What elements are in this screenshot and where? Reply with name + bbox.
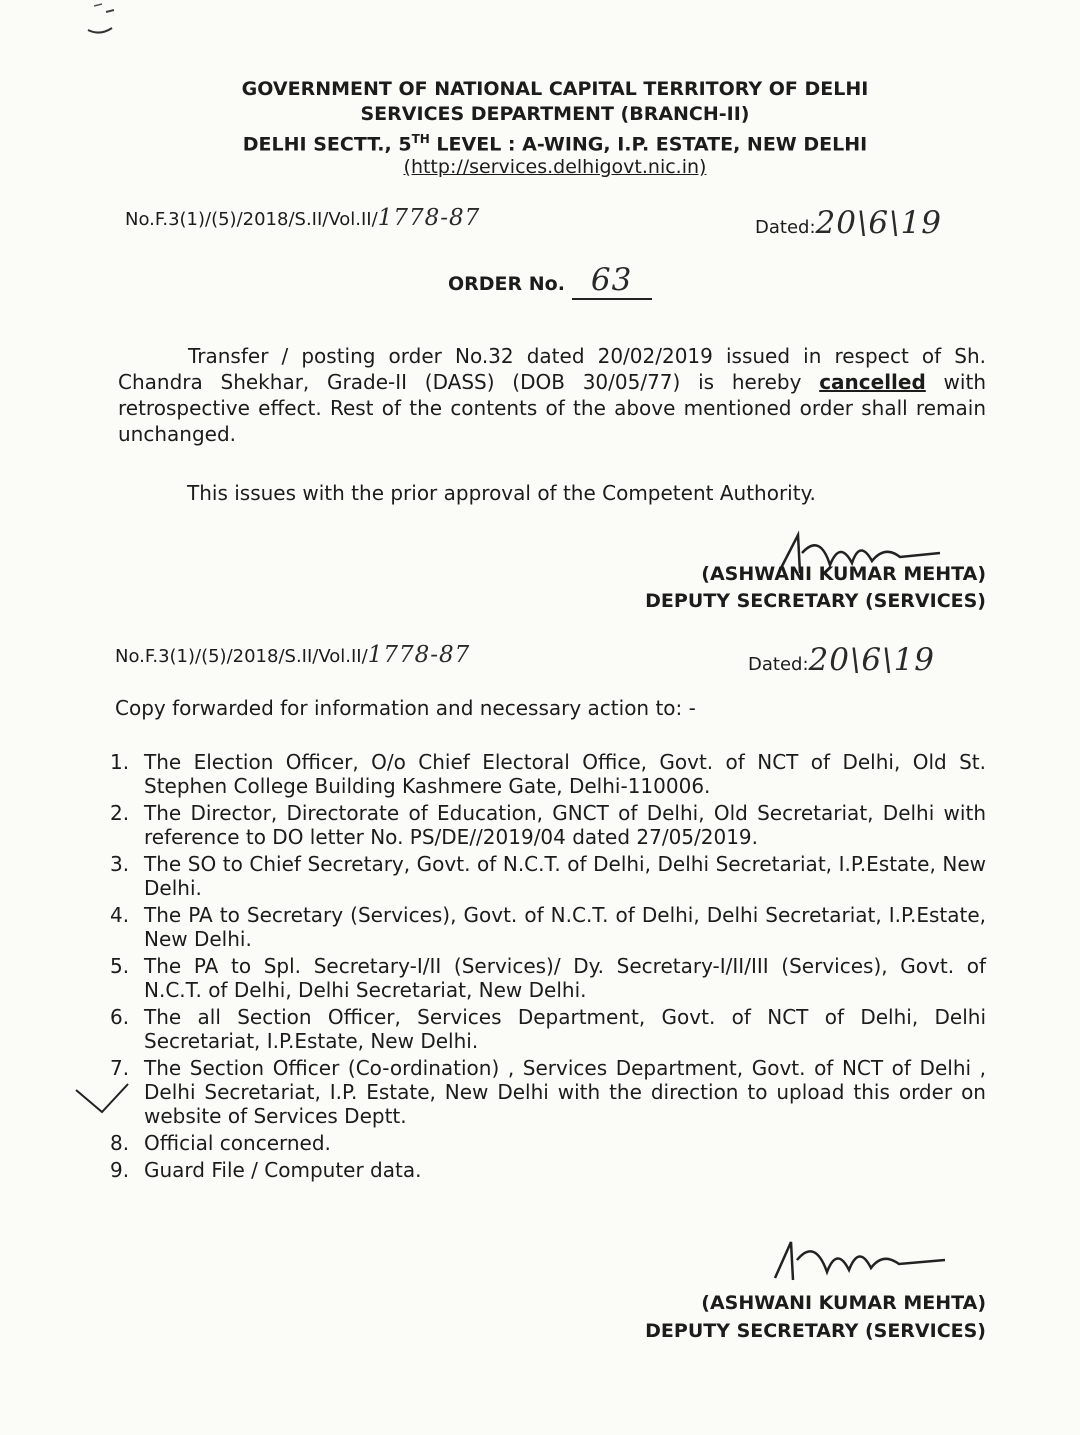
cancelled-emphasis: cancelled [819,370,926,394]
copy-intro: Copy forwarded for information and necessary action to: - [115,696,696,720]
dated-handwritten: 20\6\19 [815,205,943,241]
file-number-handwritten-2: 1778-87 [367,642,471,668]
list-item: 7. The Section Officer (Co-ordination) , Services Department, Govt. of NCT of Delhi , Delhi Secretariat, I.P. Estate, New Delhi with the direction to upload this order on website of Services Deptt. [110,1056,986,1128]
file-number: No.F.3(1)/(5)/2018/S.II/Vol.II/1778-87 [125,205,481,231]
website-link[interactable]: (http://services.delhigovt.nic.in) [403,156,707,178]
order-number: ORDER No. 63 [448,262,652,300]
pen-mark [80,0,130,40]
list-item: 1. The Election Officer, O/o Chief Electoral Office, Govt. of NCT of Delhi, Old St. Stephen College Building Kashmere Gate, Delhi-110006. [110,750,986,798]
order-number-handwritten: 63 [572,262,652,300]
signatory-designation-2: DEPUTY SECRETARY (SERVICES) [645,1320,986,1342]
signatory-name-1: (ASHWANI KUMAR MEHTA) [701,563,986,585]
dated-field: Dated:20\6\19 [755,205,943,241]
header-website [0,156,1080,178]
list-item: 3. The SO to Chief Secretary, Govt. of N.C.T. of Delhi, Delhi Secretariat, I.P.Estate, New Delhi. [110,852,986,900]
header-line-3: DELHI SECTT., 5TH LEVEL : A-WING, I.P. ESTATE, NEW DELHI [242,132,868,156]
dated-field-2: Dated:20\6\19 [748,642,936,678]
signatory-name-2: (ASHWANI KUMAR MEHTA) [701,1292,986,1314]
signatory-designation-1: DEPUTY SECRETARY (SERVICES) [645,590,986,612]
tick-mark [72,1080,132,1130]
list-item: 2. The Director, Directorate of Education, GNCT of Delhi, Old Secretariat, Delhi with reference to DO letter No. PS/DE//2019/04 dated 27/05/2019. [110,801,986,849]
list-item: 8. Official concerned. [110,1131,331,1155]
file-number-2: No.F.3(1)/(5)/2018/S.II/Vol.II/1778-87 [115,642,471,668]
approval-paragraph: This issues with the prior approval of the Competent Authority. [187,481,816,505]
dated-handwritten-2: 20\6\19 [808,642,936,678]
header-line-1: GOVERNMENT OF NATIONAL CAPITAL TERRITORY OF DELHI [241,78,869,100]
order-paragraph: Transfer / posting order No.32 dated 20/02/2019 issued in respect of Sh. Chandra Shekhar, Grade-II (DASS) (DOB 30/05/77) is hereby cancelled with retrospective effect. Rest of the contents of the above mentioned order shall remain unchanged. [118,344,986,446]
file-number-handwritten: 1778-87 [377,205,481,231]
header-line-2: SERVICES DEPARTMENT (BRANCH-II) [360,103,750,125]
list-item: 6. The all Section Officer, Services Department, Govt. of NCT of Delhi, Delhi Secretariat, I.P.Estate, New Delhi. [110,1005,986,1053]
list-item: 9. Guard File / Computer data. [110,1158,422,1182]
signature-2 [755,1230,955,1290]
distribution-list [110,750,986,1185]
list-item: 4. The PA to Secretary (Services), Govt. of N.C.T. of Delhi, Delhi Secretariat, I.P.Estate, New Delhi. [110,903,986,951]
list-item: 5. The PA to Spl. Secretary-I/II (Services)/ Dy. Secretary-I/II/III (Services), Govt. of N.C.T. of Delhi, Delhi Secretariat, New Delhi. [110,954,986,1002]
